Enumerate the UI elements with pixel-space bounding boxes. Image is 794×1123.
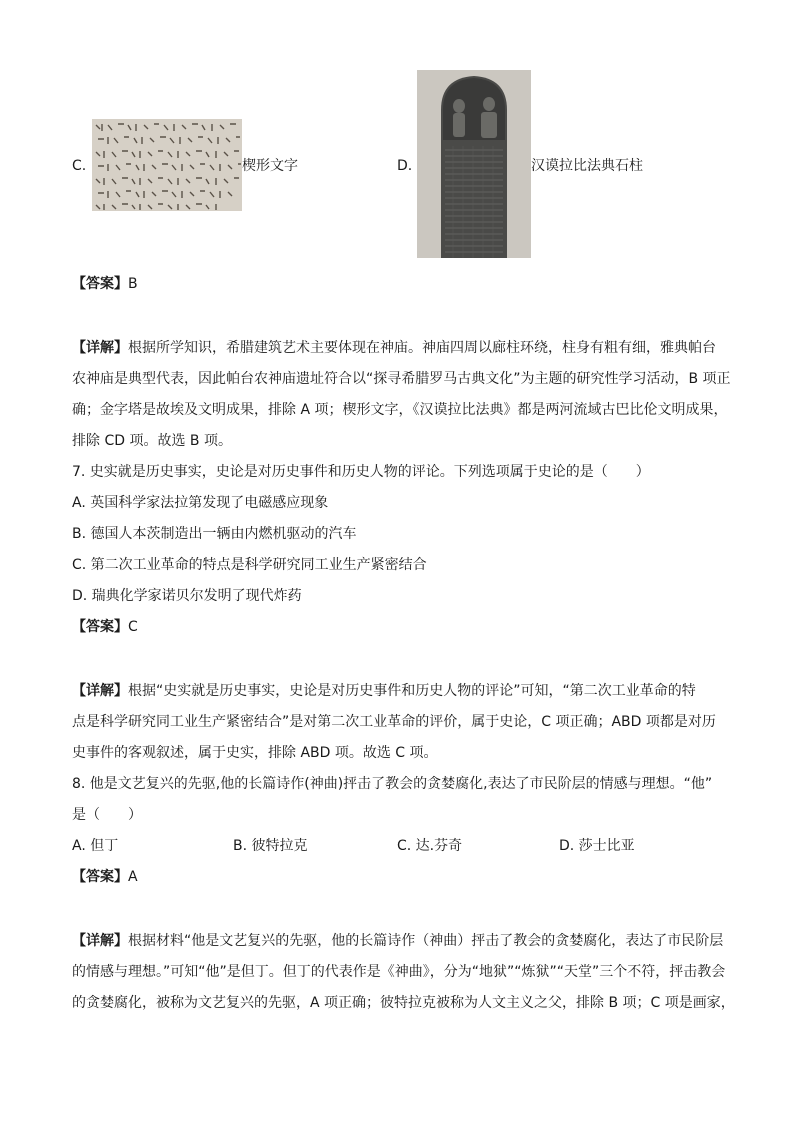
q8-option-c: C. 达.芬奇 <box>397 838 463 854</box>
q6-detail-line-1 <box>72 338 732 358</box>
answer-tag: 【答案】 <box>72 869 128 885</box>
option-c-text: 楔形文字 <box>242 158 298 174</box>
q8-stem-line-1: 8. 他是文艺复兴的先驱,他的长篇诗作(神曲)抨击了教会的贪婪腐化,表达了市民阶层的情感与理想。“他” <box>72 776 713 792</box>
detail-text: 根据所学知识，希腊建筑艺术主要体现在神庙。神庙四周以廊柱环绕，柱身有粗有细，雅典帕台 <box>128 340 716 356</box>
detail-tag: 【详解】 <box>72 683 128 699</box>
q8-answer <box>72 867 732 887</box>
q8-option-b: B. 彼特拉克 <box>233 838 308 854</box>
answer-tag: 【答案】 <box>72 276 128 292</box>
q7-detail-line-1 <box>72 681 732 701</box>
q6-answer <box>72 274 732 294</box>
option-d-letter: D. <box>397 158 413 174</box>
answer-value: A <box>128 869 138 885</box>
detail-tag: 【详解】 <box>72 933 128 949</box>
q8-detail-line-1 <box>72 931 732 951</box>
hammurabi-stele-image <box>417 70 531 258</box>
q7-option-b: B. 德国人本茨制造出一辆由内燃机驱动的汽车 <box>72 526 357 542</box>
cuneiform-image <box>92 119 242 211</box>
q8-option-a: A. 但丁 <box>72 838 119 854</box>
q6-detail-line-3: 确；金字塔是故埃及文明成果，排除 A 项；楔形文字，《汉谟拉比法典》都是两河流域古巴比伦文明成果， <box>72 402 728 418</box>
q6-detail-line-2: 农神庙是典型代表，因此帕台农神庙遗址符合以“探寻希腊罗马古典文化”为主题的研究性学习活动，B 项正 <box>72 371 731 387</box>
detail-tag: 【详解】 <box>72 340 128 356</box>
q7-stem: 7. 史实就是历史事实，史论是对历史事件和历史人物的评论。下列选项属于史论的是（ ） <box>72 464 650 480</box>
answer-tag: 【答案】 <box>72 619 128 635</box>
detail-text: 根据“史实就是历史事实，史论是对历史事件和历史人物的评论”可知，“第二次工业革命的特 <box>128 683 696 699</box>
q7-option-d: D. 瑞典化学家诺贝尔发明了现代炸药 <box>72 588 302 604</box>
q6-detail-line-4: 排除 CD 项。故选 B 项。 <box>72 433 232 449</box>
q8-detail-line-3: 的贪婪腐化，被称为文艺复兴的先驱，A 项正确；彼特拉克被称为人文主义之父，排除 B 项；C 项是画家， <box>72 995 735 1011</box>
q8-stem-line-2: 是（ ） <box>72 807 142 823</box>
q8-option-d: D. 莎士比亚 <box>559 838 635 854</box>
q7-detail-line-3: 史事件的客观叙述，属于史实，排除 ABD 项。故选 C 项。 <box>72 745 438 761</box>
option-d-text: 汉谟拉比法典石柱 <box>531 158 643 174</box>
q8-detail-line-2: 的情感与理想。”可知“他”是但丁。但丁的代表作是《神曲》，分为“地狱”“炼狱”“天堂”三个不符，抨击教会 <box>72 964 726 980</box>
q7-option-c: C. 第二次工业革命的特点是科学研究同工业生产紧密结合 <box>72 557 427 573</box>
q7-answer <box>72 617 732 637</box>
q7-option-a: A. 英国科学家法拉第发现了电磁感应现象 <box>72 495 329 511</box>
q7-detail-line-2: 点是科学研究同工业生产紧密结合”是对第二次工业革命的评价，属于史论，C 项正确；ABD 项都是对历 <box>72 714 716 730</box>
answer-value: C <box>128 619 138 635</box>
detail-text: 根据材料“他是文艺复兴的先驱，他的长篇诗作（神曲）抨击了教会的贪婪腐化，表达了市民阶层 <box>128 933 724 949</box>
option-c-letter: C. <box>72 158 87 174</box>
answer-value: B <box>128 276 138 292</box>
